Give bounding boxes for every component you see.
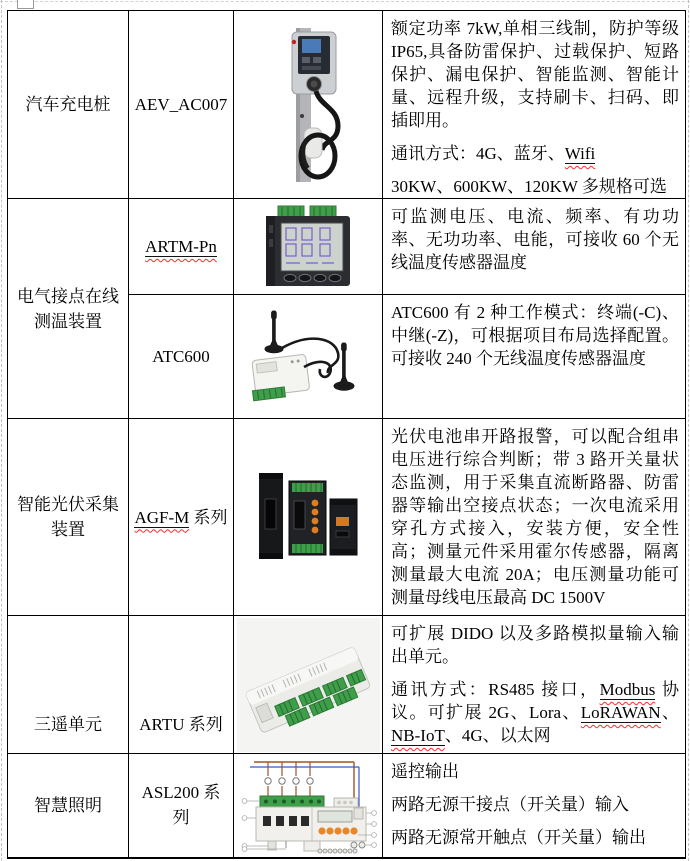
model-label: ARTU 系列 bbox=[139, 715, 223, 734]
category-label-line2: 测温装置 bbox=[34, 311, 102, 331]
description-paragraph: 30KW、600KW、120KW 多规格可选 bbox=[391, 177, 667, 196]
description-cell bbox=[383, 754, 686, 858]
table-row bbox=[8, 754, 686, 858]
category-cell bbox=[8, 199, 129, 419]
description-text: 、4G、以太网 bbox=[444, 726, 551, 745]
atc600-wireless-module-photo bbox=[238, 307, 378, 407]
description-paragraph: ATC600 有 2 种工作模式：终端(-C)、中继(-Z)，可根据项目布局选择配置。可接收 240 个无线温度传感器温度 bbox=[391, 303, 679, 368]
table-edge-artifact bbox=[17, 0, 34, 9]
artu-remote-terminal-unit-photo bbox=[237, 618, 380, 752]
spellcheck-flagged-word: LoRAWAN bbox=[580, 703, 661, 722]
category-label: 三遥单元 bbox=[34, 715, 102, 734]
table-row bbox=[8, 199, 686, 295]
description-cell bbox=[383, 199, 686, 295]
image-cell bbox=[234, 11, 383, 199]
image-cell bbox=[234, 295, 383, 419]
model-label-suffix: 系列 bbox=[189, 507, 228, 527]
artm-power-meter-photo bbox=[258, 205, 358, 289]
model-label-line1: ASL200 系 bbox=[141, 783, 221, 803]
description-paragraph: 遥控输出 bbox=[391, 762, 459, 781]
model-label: AEV_AC007 bbox=[134, 95, 228, 114]
category-label-line2: 装置 bbox=[51, 520, 85, 539]
model-cell bbox=[129, 754, 234, 858]
asl200-wiring-diagram bbox=[238, 756, 378, 855]
image-cell bbox=[234, 616, 383, 754]
spellcheck-flagged-word bbox=[145, 237, 217, 257]
ev-charging-station-photo bbox=[254, 22, 362, 188]
category-cell bbox=[8, 419, 129, 616]
category-cell bbox=[8, 11, 129, 199]
description-paragraph bbox=[391, 678, 679, 747]
description-paragraph: 两路无源常开触点（开关量）输出 bbox=[391, 828, 646, 847]
model-label-line2: 列 bbox=[172, 808, 190, 828]
category-cell bbox=[8, 754, 129, 858]
category-cell bbox=[8, 616, 129, 754]
description-paragraph: 额定功率 7kW,单相三线制，防护等级 IP65,具备防雷保护、过载保护、短路保护、漏电保护、智能监测、智能计量、远程升级，支持刷卡、扫码、即插即用。 bbox=[391, 19, 679, 130]
category-label: 智慧照明 bbox=[34, 795, 102, 815]
description-paragraph: 两路无源干接点（开关量）输入 bbox=[391, 795, 629, 814]
model-cell bbox=[129, 199, 234, 295]
table-row bbox=[8, 11, 686, 199]
description-cell bbox=[383, 616, 686, 754]
page-boundary-top bbox=[0, 1, 690, 2]
image-cell bbox=[234, 199, 383, 295]
model-cell bbox=[129, 419, 234, 616]
model-label: ARTM-Pn bbox=[145, 237, 217, 256]
description-paragraph bbox=[391, 142, 679, 165]
spellcheck-flagged-word: NB-IoT bbox=[391, 726, 445, 745]
spellcheck-flagged-word: Wifi bbox=[564, 144, 596, 163]
description-text: 、 bbox=[660, 703, 680, 722]
description-text: 协议。可扩展 2G、Lora、 bbox=[391, 680, 680, 722]
model-cell bbox=[129, 295, 234, 419]
description-text: 通讯方式：RS485 接口， bbox=[391, 680, 600, 699]
page-boundary-right bbox=[688, 0, 689, 861]
model-cell bbox=[129, 11, 234, 199]
description-cell bbox=[383, 11, 686, 199]
description-cell bbox=[383, 295, 686, 419]
image-cell bbox=[234, 419, 383, 616]
table-row bbox=[8, 616, 686, 754]
description-text: 通讯方式：4G、蓝牙、 bbox=[391, 144, 565, 163]
product-spec-table bbox=[7, 10, 686, 859]
spellcheck-flagged-word: AGF-M bbox=[134, 507, 190, 527]
description-paragraph: 光伏电池串开路报警，可以配合组串电压进行综合判断；带 3 路开关量状态监测，用于采集直流断路器、防雷器等输出空接点状态；一次电流采用穿孔方式接入，安装方便，安全性高；测量元件采用霍尔传感器，隔离测量最大电流 20A；电压测量功能可测量母线电压最高 DC 1500V bbox=[391, 427, 679, 607]
category-label: 汽车充电桩 bbox=[25, 95, 111, 114]
category-label-line1: 智能光伏采集 bbox=[17, 495, 119, 514]
description-paragraph: 可扩展 DIDO 以及多路模拟量输入输出单元。 bbox=[391, 624, 679, 666]
image-cell bbox=[234, 754, 383, 858]
table-row bbox=[8, 419, 686, 616]
page-boundary-left bbox=[1, 0, 2, 861]
spellcheck-flagged-word: Modbus bbox=[599, 680, 656, 699]
model-label: ATC600 bbox=[152, 347, 210, 366]
agf-m-din-rail-modules-photo bbox=[249, 467, 367, 567]
model-cell bbox=[129, 616, 234, 754]
category-label-line1: 电气接点在线 bbox=[17, 286, 119, 306]
description-paragraph: 可监测电压、电流、频率、有功功率、无功功率、电能，可接收 60 个无线温度传感器温度 bbox=[391, 207, 679, 272]
description-cell bbox=[383, 419, 686, 616]
